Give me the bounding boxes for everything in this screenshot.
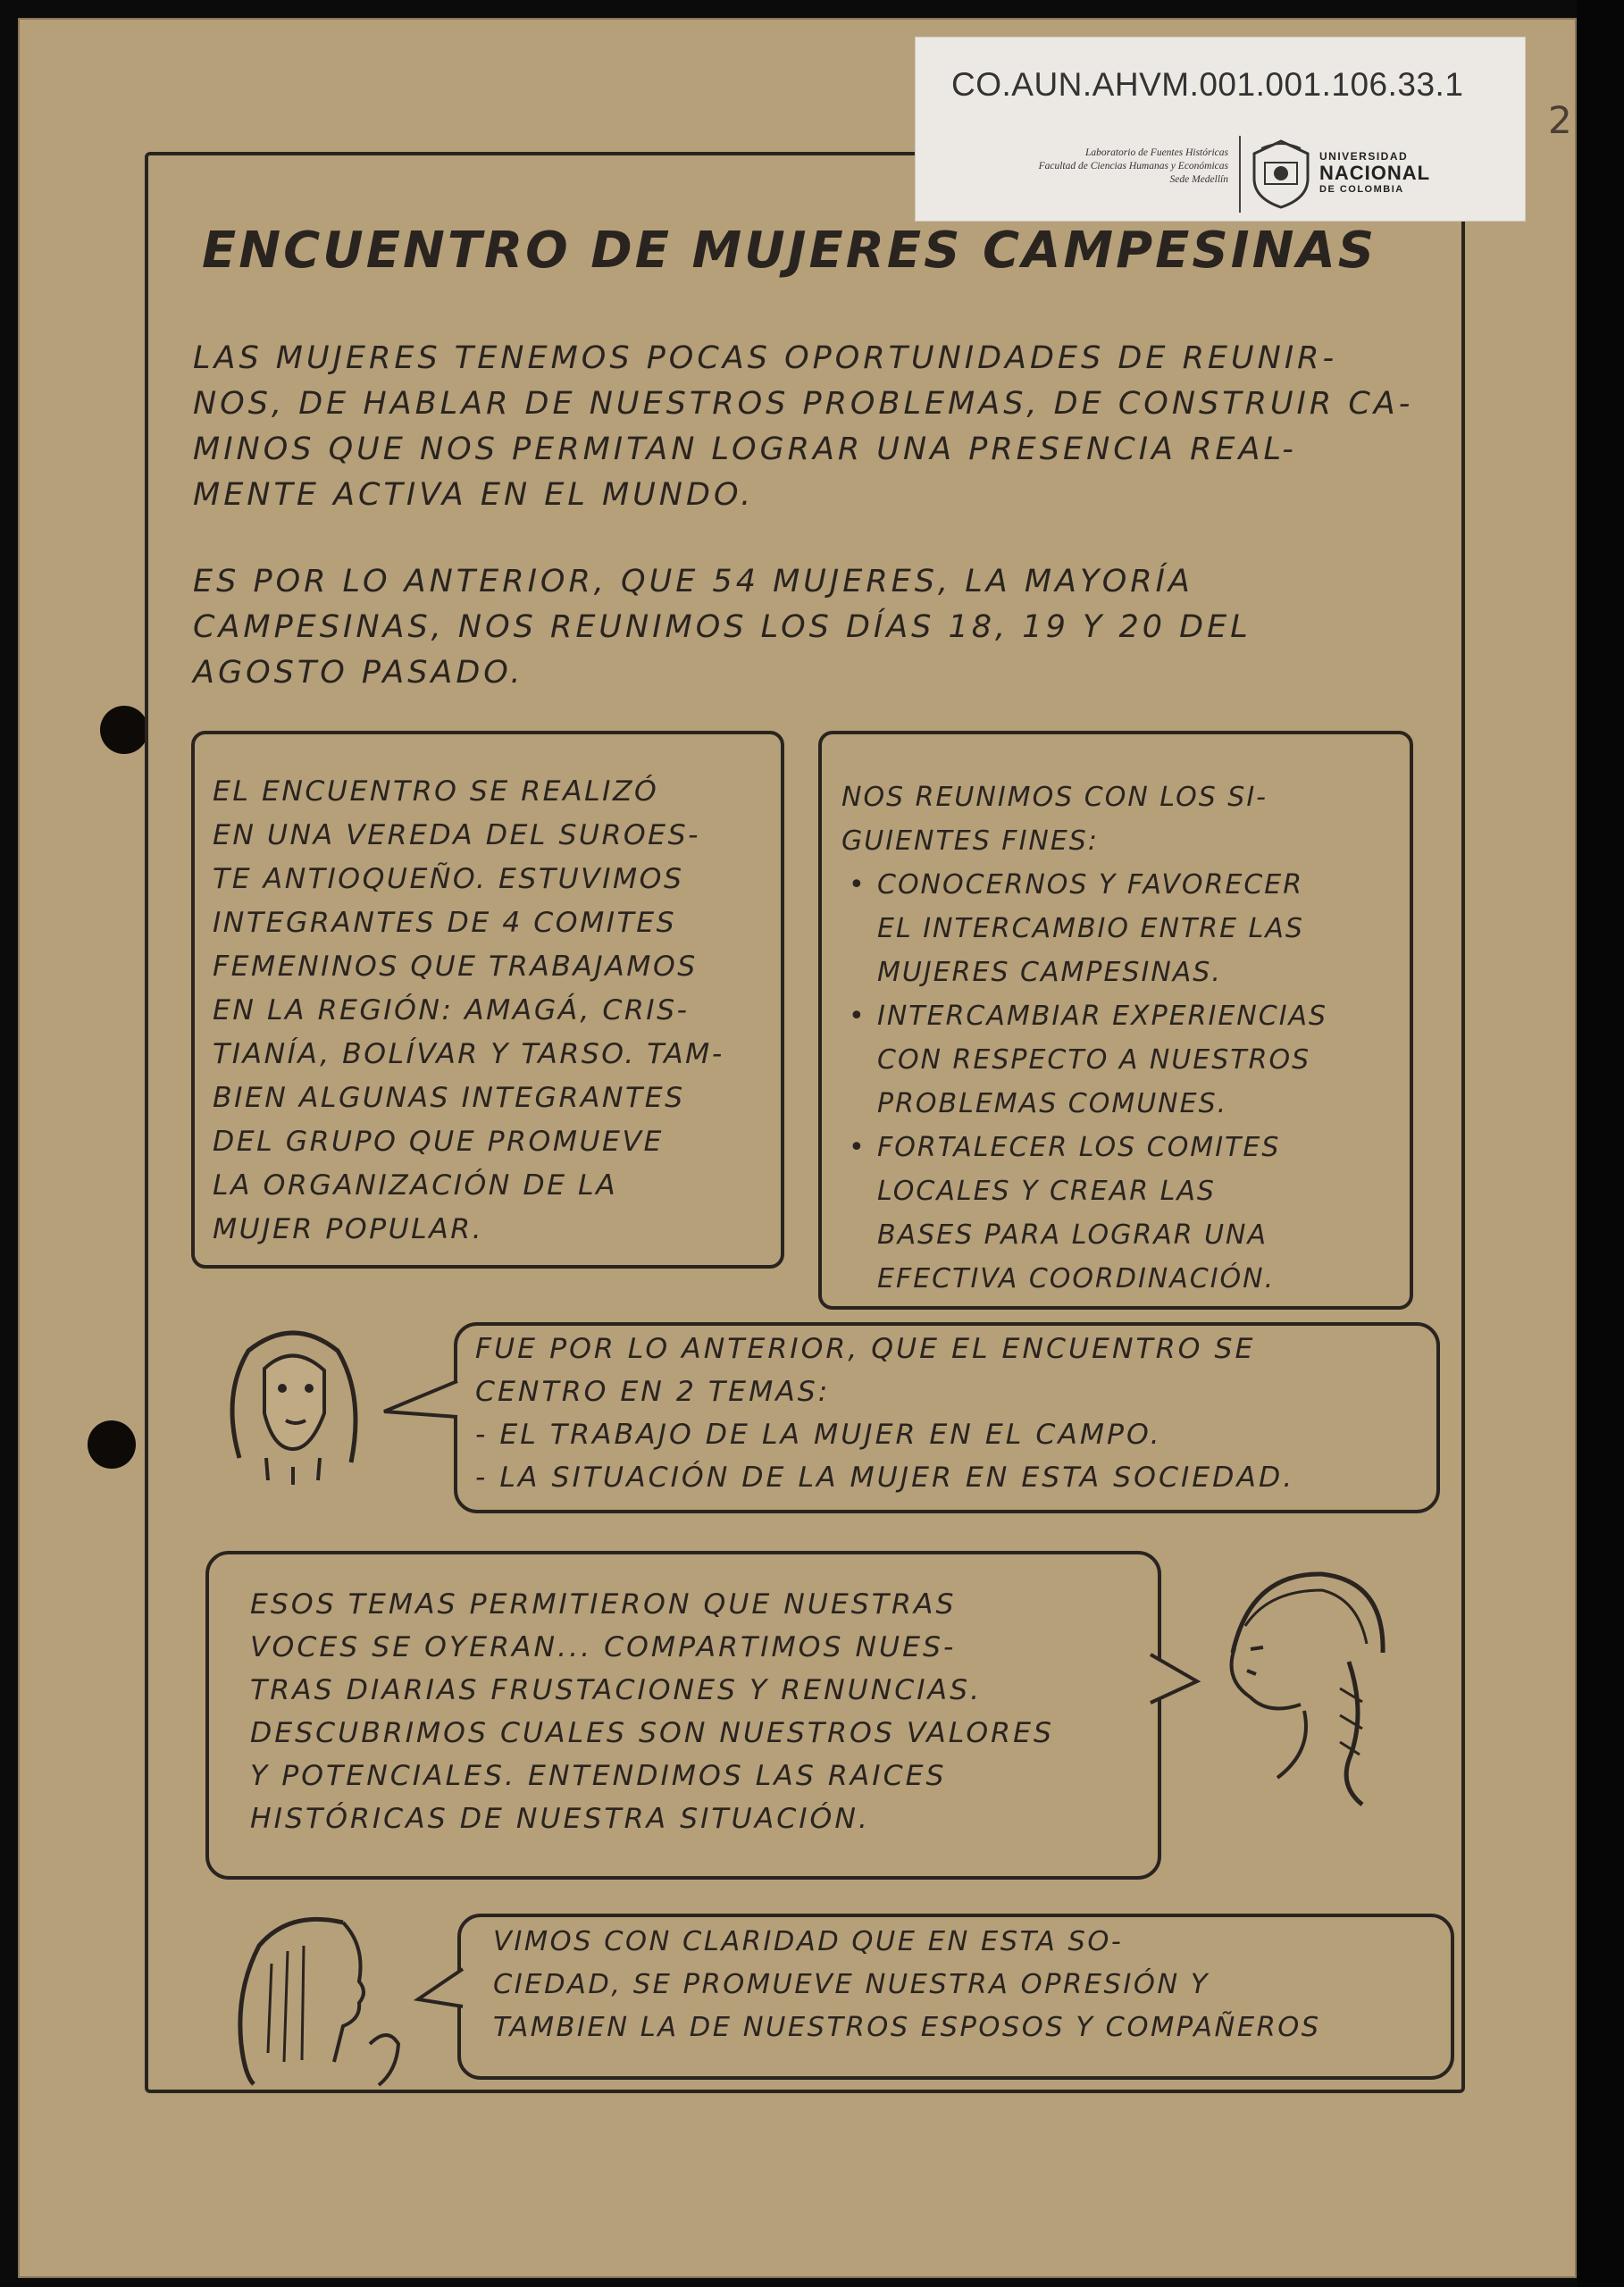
woman-long-hair-illustration <box>209 1910 414 2089</box>
archive-reference: CO.AUN.AHVM.001.001.106.33.1 <box>951 66 1464 103</box>
text-line: DEL GRUPO QUE PROMUEVE <box>213 1126 664 1158</box>
speech-bubble-3-text <box>493 1921 1447 2049</box>
text-line: BIEN ALGUNAS INTEGRANTES <box>213 1082 685 1114</box>
text-line: ES POR LO ANTERIOR, QUE 54 MUJERES, LA MAYORÍA <box>193 564 1193 599</box>
lab-name <box>969 147 1228 187</box>
intro-paragraph-2 <box>193 559 1251 696</box>
lab-line: Sede Medellín <box>1169 174 1228 185</box>
text-line: VOCES SE OYERAN... COMPARTIMOS NUES- <box>250 1631 957 1663</box>
text-line: - LA SITUACIÓN DE LA MUJER EN ESTA SOCIEDAD. <box>475 1462 1295 1494</box>
text-line: Y POTENCIALES. ENTENDIMOS LAS RAICES <box>250 1760 947 1792</box>
speech-bubble-2-text <box>250 1583 1152 1840</box>
text-line: LA ORGANIZACIÓN DE LA <box>213 1169 618 1202</box>
text-line: MUJERES CAMPESINAS. <box>877 957 1222 988</box>
lab-line: Facultad de Ciencias Humanas y Económicas <box>1038 161 1228 172</box>
text-line: TAMBIEN LA DE NUESTROS ESPOSOS Y COMPAÑEROS <box>493 2012 1321 2043</box>
text-line: NOS REUNIMOS CON LOS SI- <box>841 782 1268 813</box>
text-line: LOCALES Y CREAR LAS <box>877 1176 1216 1207</box>
text-line: ESOS TEMAS PERMITIERON QUE NUESTRAS <box>250 1588 957 1621</box>
intro-paragraph-1 <box>193 336 1413 518</box>
university-line: NACIONAL <box>1319 162 1431 184</box>
punch-hole <box>88 1420 136 1469</box>
punch-hole <box>100 706 148 754</box>
text-line: FEMENINOS QUE TRABAJAMOS <box>213 951 698 983</box>
text-line: CON RESPECTO A NUESTROS <box>877 1044 1311 1076</box>
text-line: LAS MUJERES TENEMOS POCAS OPORTUNIDADES DE REUNIR- <box>193 340 1338 376</box>
speech-bubble-1-text <box>475 1328 1431 1499</box>
university-seal-icon <box>1249 138 1313 209</box>
speech-bubble-tail <box>416 1964 466 2017</box>
left-box-text <box>213 770 775 1252</box>
scan-background <box>1577 0 1624 2287</box>
text-line: • INTERCAMBIAR EXPERIENCIAS <box>877 1001 1328 1032</box>
university-line: UNIVERSIDAD <box>1319 150 1409 163</box>
text-line: CENTRO EN 2 TEMAS: <box>475 1376 831 1408</box>
speech-bubble-tail <box>1147 1649 1201 1712</box>
text-line: CIEDAD, SE PROMUEVE NUESTRA OPRESIÓN Y <box>493 1969 1210 2000</box>
text-line: TRAS DIARIAS FRUSTACIONES Y RENUNCIAS. <box>250 1674 983 1706</box>
list-item <box>841 1126 1406 1301</box>
text-line: DESCUBRIMOS CUALES SON NUESTROS VALORES <box>250 1717 1054 1749</box>
university-name <box>1319 150 1430 195</box>
woman-braid-illustration <box>1215 1554 1411 1814</box>
text-line: EFECTIVA COORDINACIÓN. <box>877 1263 1276 1294</box>
text-line: AGOSTO PASADO. <box>193 655 524 691</box>
text-line: - EL TRABAJO DE LA MUJER EN EL CAMPO. <box>475 1419 1162 1451</box>
page-number: 2 <box>1548 98 1572 142</box>
woman-face-illustration-1 <box>204 1315 382 1494</box>
text-line: BASES PARA LOGRAR UNA <box>877 1219 1268 1251</box>
text-line: CAMPESINAS, NOS REUNIMOS LOS DÍAS 18, 19 Y 20 DEL <box>193 609 1251 645</box>
right-box-text <box>841 775 1406 1301</box>
text-line: MENTE ACTIVA EN EL MUNDO. <box>193 477 755 513</box>
text-line: INTEGRANTES DE 4 COMITES <box>213 907 677 939</box>
text-line: EL ENCUENTRO SE REALIZÓ <box>213 775 659 808</box>
label-divider <box>1239 136 1241 213</box>
university-line: DE COLOMBIA <box>1319 184 1404 195</box>
text-line: VIMOS CON CLARIDAD QUE EN ESTA SO- <box>493 1926 1124 1957</box>
text-line: EN LA REGIÓN: AMAGÁ, CRIS- <box>213 994 690 1026</box>
lab-line: Laboratorio de Fuentes Históricas <box>1084 147 1228 158</box>
text-line: PROBLEMAS COMUNES. <box>877 1088 1228 1119</box>
text-line: GUIENTES FINES: <box>841 825 1099 857</box>
text-line: TIANÍA, BOLÍVAR Y TARSO. TAM- <box>213 1038 724 1070</box>
text-line: MINOS QUE NOS PERMITAN LOGRAR UNA PRESENCIA REAL- <box>193 431 1297 467</box>
text-line: FUE POR LO ANTERIOR, QUE EL ENCUENTRO SE <box>475 1333 1256 1365</box>
goals-list <box>841 863 1406 1301</box>
text-line: EL INTERCAMBIO ENTRE LAS <box>877 913 1304 944</box>
archive-label <box>916 38 1525 221</box>
text-line: • CONOCERNOS Y FAVORECER <box>877 869 1304 901</box>
text-line: • FORTALECER LOS COMITES <box>877 1132 1281 1163</box>
text-line: MUJER POPULAR. <box>213 1213 484 1245</box>
list-item <box>841 863 1406 994</box>
page-title: ENCUENTRO DE MUJERES CAMPESINAS <box>202 222 1377 280</box>
text-line: HISTÓRICAS DE NUESTRA SITUACIÓN. <box>250 1803 870 1835</box>
text-line: TE ANTIOQUEÑO. ESTUVIMOS <box>213 863 684 895</box>
speech-bubble-tail <box>382 1376 463 1429</box>
text-line: NOS, DE HABLAR DE NUESTROS PROBLEMAS, DE CONSTRUIR CA- <box>193 386 1414 422</box>
text-line: EN UNA VEREDA DEL SUROES- <box>213 819 700 851</box>
list-item <box>841 994 1406 1126</box>
